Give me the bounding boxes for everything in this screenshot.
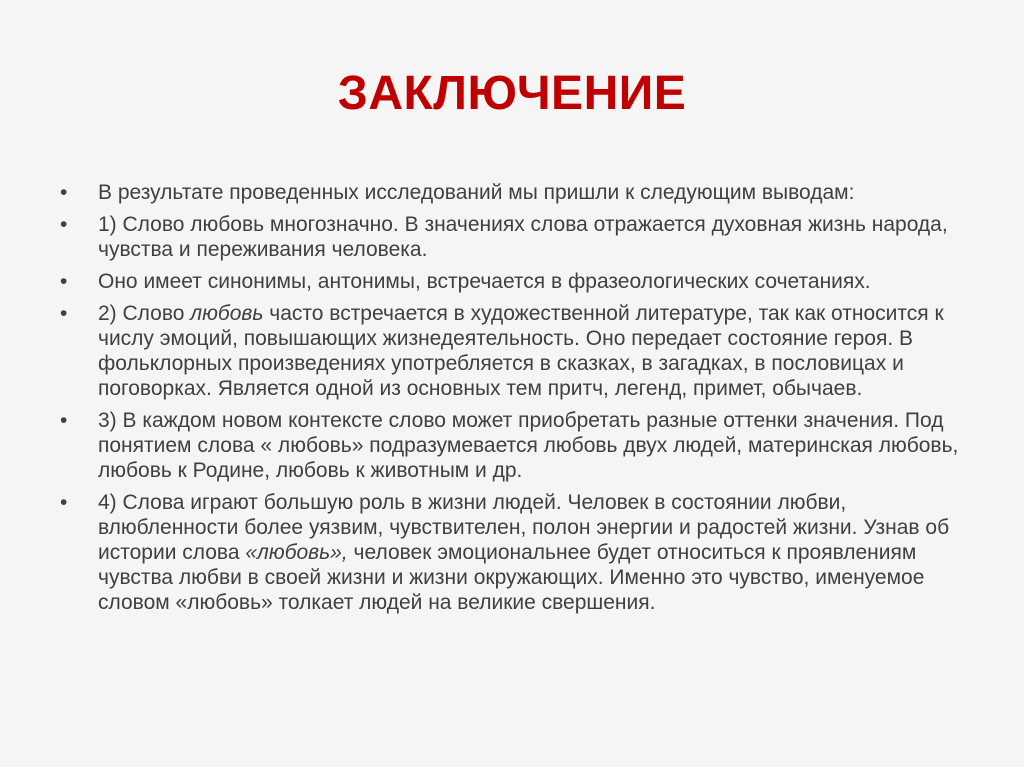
bullet-text-part: человек эмоциональнее будет относиться к проявлениям чувства любви в своей жизни и жизни окружающих. Именно это чувство, именуемое словом «любовь» толкает людей на великие свершения. [98, 541, 925, 614]
bullet-icon: • [60, 270, 68, 293]
bullet-text-part: часто встречается в художественной литературе, так как относится к числу эмоций, повышающих жизнедеятельность. Оно передает состояние героя. В фольклорных произведениях употребляется в сказках, в загадках, в пословицах и поговорках. Является одной из основных тем притч, легенд, примет, обычаев. [98, 302, 944, 400]
bullet-item [58, 269, 988, 294]
bullet-text-part: В результате проведенных исследований мы пришли к следующим выводам: [98, 181, 855, 204]
bullet-text [98, 181, 854, 204]
bullet-list [58, 180, 988, 622]
bullet-text [98, 491, 949, 614]
bullet-text-italic: «любовь», [245, 541, 348, 564]
bullet-text [98, 270, 871, 293]
bullet-item [58, 301, 988, 401]
bullet-text-part: 1) Слово любовь многозначно. В значениях слова отражается духовная жизнь народа, чувства и переживания человека. [98, 213, 948, 261]
bullet-icon: • [60, 302, 68, 325]
bullet-text [98, 409, 958, 482]
bullet-item [58, 180, 988, 205]
bullet-text-part: 3) В каждом новом контексте слово может приобретать разные оттенки значения. Под понятием слова « любовь» подразумевается любовь двух людей, материнская любовь, любовь к Родине, любовь к животным и др. [98, 409, 959, 482]
bullet-text [98, 213, 948, 261]
bullet-text [98, 302, 944, 400]
bullet-item [58, 212, 988, 262]
bullet-icon: • [60, 181, 68, 204]
bullet-text-italic: любовь [190, 302, 264, 325]
bullet-text-part: 4) Слова играют большую роль в жизни людей. Человек в состоянии любви, влюбленности более уязвим, чувствителен, полон энергии и радостей жизни. Узнав об истории слова [98, 491, 950, 564]
bullet-item [58, 408, 988, 483]
bullet-item [58, 490, 988, 615]
bullet-icon: • [60, 409, 68, 432]
bullet-text-part: Оно имеет синонимы, антонимы, встречается в фразеологических сочетаниях. [98, 270, 871, 293]
bullet-text-part: 2) Слово [98, 302, 191, 325]
bullet-icon: • [60, 491, 68, 514]
bullet-icon: • [60, 213, 68, 236]
slide-title: ЗАКЛЮЧЕНИЕ [337, 67, 687, 120]
